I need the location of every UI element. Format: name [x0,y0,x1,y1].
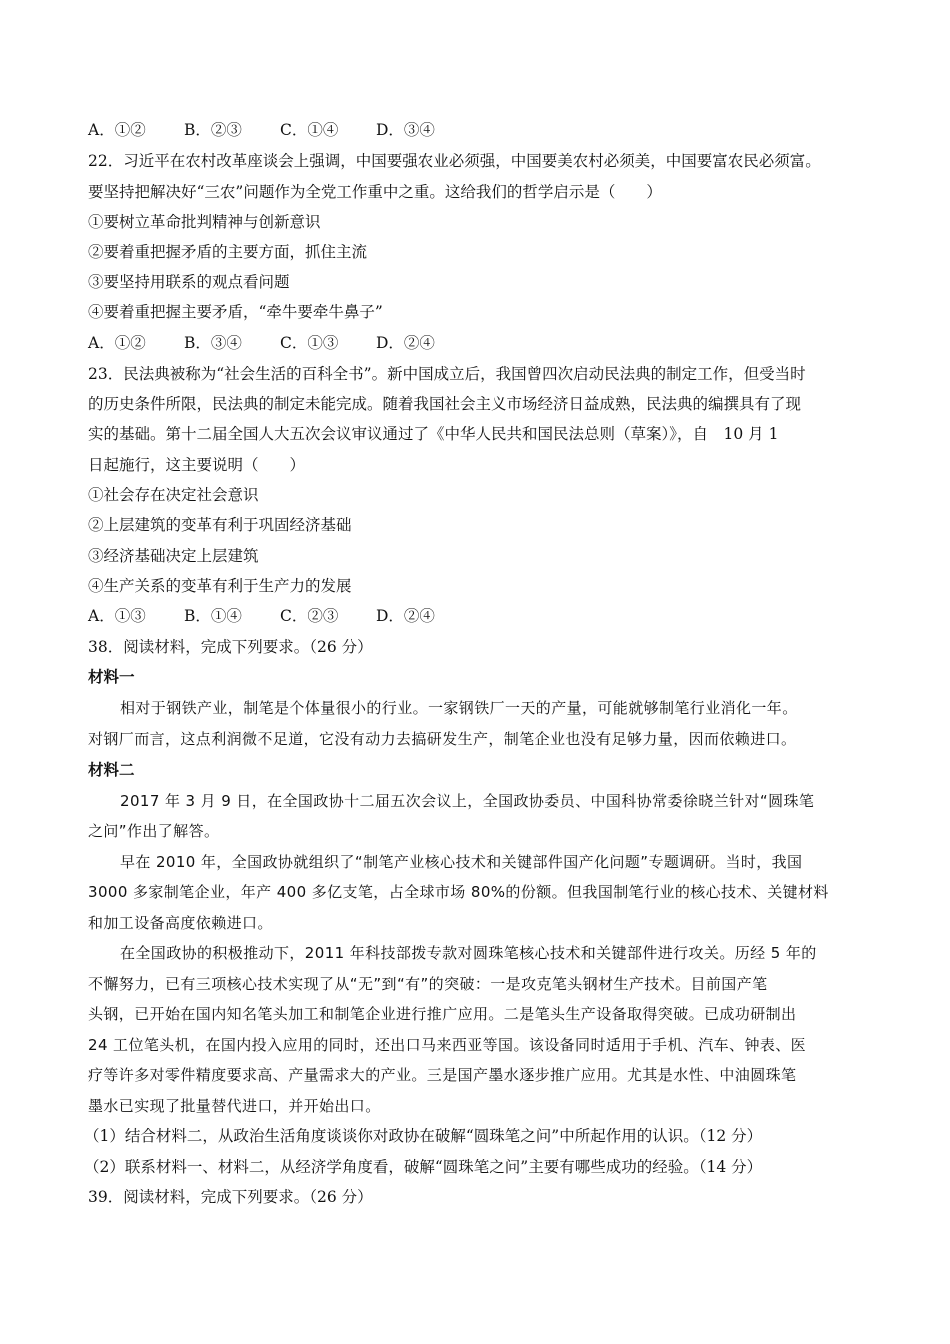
q23-options [88,605,435,627]
q38-stem: 38．阅读材料，完成下列要求。（26 分） [88,638,373,656]
q22-item-4: ④要着重把握主要矛盾，“牵牛要牵牛鼻子” [88,303,383,321]
q22-item-3: ③要坚持用联系的观点看问题 [88,273,290,291]
q22-option-c: C．①③ [280,334,339,352]
q23-item-2: ②上层建筑的变革有利于巩固经济基础 [88,516,352,534]
q21-option-d: D．③④ [376,121,435,139]
q38-material-2-p3-line-3: 头钢，已开始在国内知名笔头加工和制笔企业进行推广应用。二是笔头生产设备取得突破。已成功研制出 [88,1005,797,1023]
q22-item-2: ②要着重把握矛盾的主要方面，抓住主流 [88,243,368,261]
q23-stem-line-1: 23．民法典被称为“社会生活的百科全书”。新中国成立后，我国曾四次启动民法典的制定工作，但受当时 [88,365,806,383]
q23-option-d: D．②④ [376,607,435,625]
q38-material-2-p3-line-4: 24 工位笔头机，在国内投入应用的同时，还出口马来西亚等国。该设备同时适用于手机、汽车、钟表、医 [88,1036,807,1054]
q23-stem-line-3: 实的基础。第十二届全国人大五次会议审议通过了《中华人民共和国民法总则（草案）》，自 10 月 1 [88,425,779,443]
q23-stem-line-4: 日起施行，这主要说明（ ） [88,456,306,474]
q22-option-a: A．①② [88,334,146,352]
q21-option-a: A．①② [88,121,146,139]
q23-stem-line-2: 的历史条件所限，民法典的制定未能完成。随着我国社会主义市场经济日益成熟，民法典的编撰具有了现 [88,395,802,413]
q38-material-2-p2-line-3: 和加工设备高度依赖进口。 [88,914,273,932]
q22-stem-line-1: 22．习近平在农村改革座谈会上强调，中国要强农业必须强，中国要美农村必须美，中国要富农民必须富。 [88,152,821,170]
q38-material-2-p3-line-5: 疗等许多对零件精度要求高、产量需求大的产业。三是国产墨水逐步推广应用。尤其是水性、中油圆珠笔 [88,1066,797,1084]
q38-subquestion-2: （2）联系材料一、材料二，从经济学角度看，破解“圆珠笔之问”主要有哪些成功的经验。（14 分） [84,1158,763,1176]
q22-stem-line-2: 要坚持把解决好“三农”问题作为全党工作重中之重。这给我们的哲学启示是（ ） [88,183,662,201]
q38-subquestion-1: （1）结合材料二，从政治生活角度谈谈你对政协在破解“圆珠笔之问”中所起作用的认识。（12 分） [84,1127,763,1145]
q38-material-2-p3-line-6: 墨水已实现了批量替代进口，并开始出口。 [88,1097,381,1115]
q23-item-1: ①社会存在决定社会意识 [88,486,259,504]
q38-material-1-line-1: 相对于钢铁产业，制笔是个体量很小的行业。一家钢铁厂一天的产量，可能就够制笔行业消化一年。 [120,699,798,717]
q23-option-b: B．①④ [184,607,242,625]
q38-material-2-p1-line-1: 2017 年 3 月 9 日，在全国政协十二届五次会议上，全国政协委员、中国科协常委徐晓兰针对“圆珠笔 [120,792,815,810]
q23-option-c: C．②③ [280,607,339,625]
q23-option-a: A．①③ [88,607,146,625]
q38-material-1-title: 材料一 [88,667,135,686]
q21-option-c: C．①④ [280,121,339,139]
q22-option-b: B．③④ [184,334,242,352]
q38-material-2-title: 材料二 [88,760,135,779]
q23-item-3: ③经济基础决定上层建筑 [88,547,259,565]
q39-stem: 39．阅读材料，完成下列要求。（26 分） [88,1188,373,1206]
q38-material-2-p3-line-2: 不懈努力，已有三项核心技术实现了从“无”到“有”的突破：一是攻克笔头钢材生产技术。目前国产笔 [88,975,768,993]
q22-option-d: D．②④ [376,334,435,352]
q21-option-b: B．②③ [184,121,242,139]
q38-material-2-p3-line-1: 在全国政协的积极推动下，2011 年科技部拨专款对圆珠笔核心技术和关键部件进行攻关。历经 5 年的 [120,944,817,962]
q22-options [88,332,435,354]
q38-material-2-p1-line-2: 之问”作出了解答。 [88,822,220,840]
q38-material-2-p2-line-2: 3000 多家制笔企业，年产 400 多亿支笔，占全球市场 80%的份额。但我国制笔行业的核心技术、关键材料 [88,883,829,901]
q38-material-2-p2-line-1: 早在 2010 年，全国政协就组织了“制笔产业核心技术和关键部件国产化问题”专题调研。当时，我国 [120,853,803,871]
q22-item-1: ①要树立革命批判精神与创新意识 [88,213,321,231]
q23-item-4: ④生产关系的变革有利于生产力的发展 [88,577,352,595]
q38-material-1-line-2: 对钢厂而言，这点利润微不足道，它没有动力去搞研发生产，制笔企业也没有足够力量，因而依赖进口。 [88,730,797,748]
q21-options [88,119,435,141]
